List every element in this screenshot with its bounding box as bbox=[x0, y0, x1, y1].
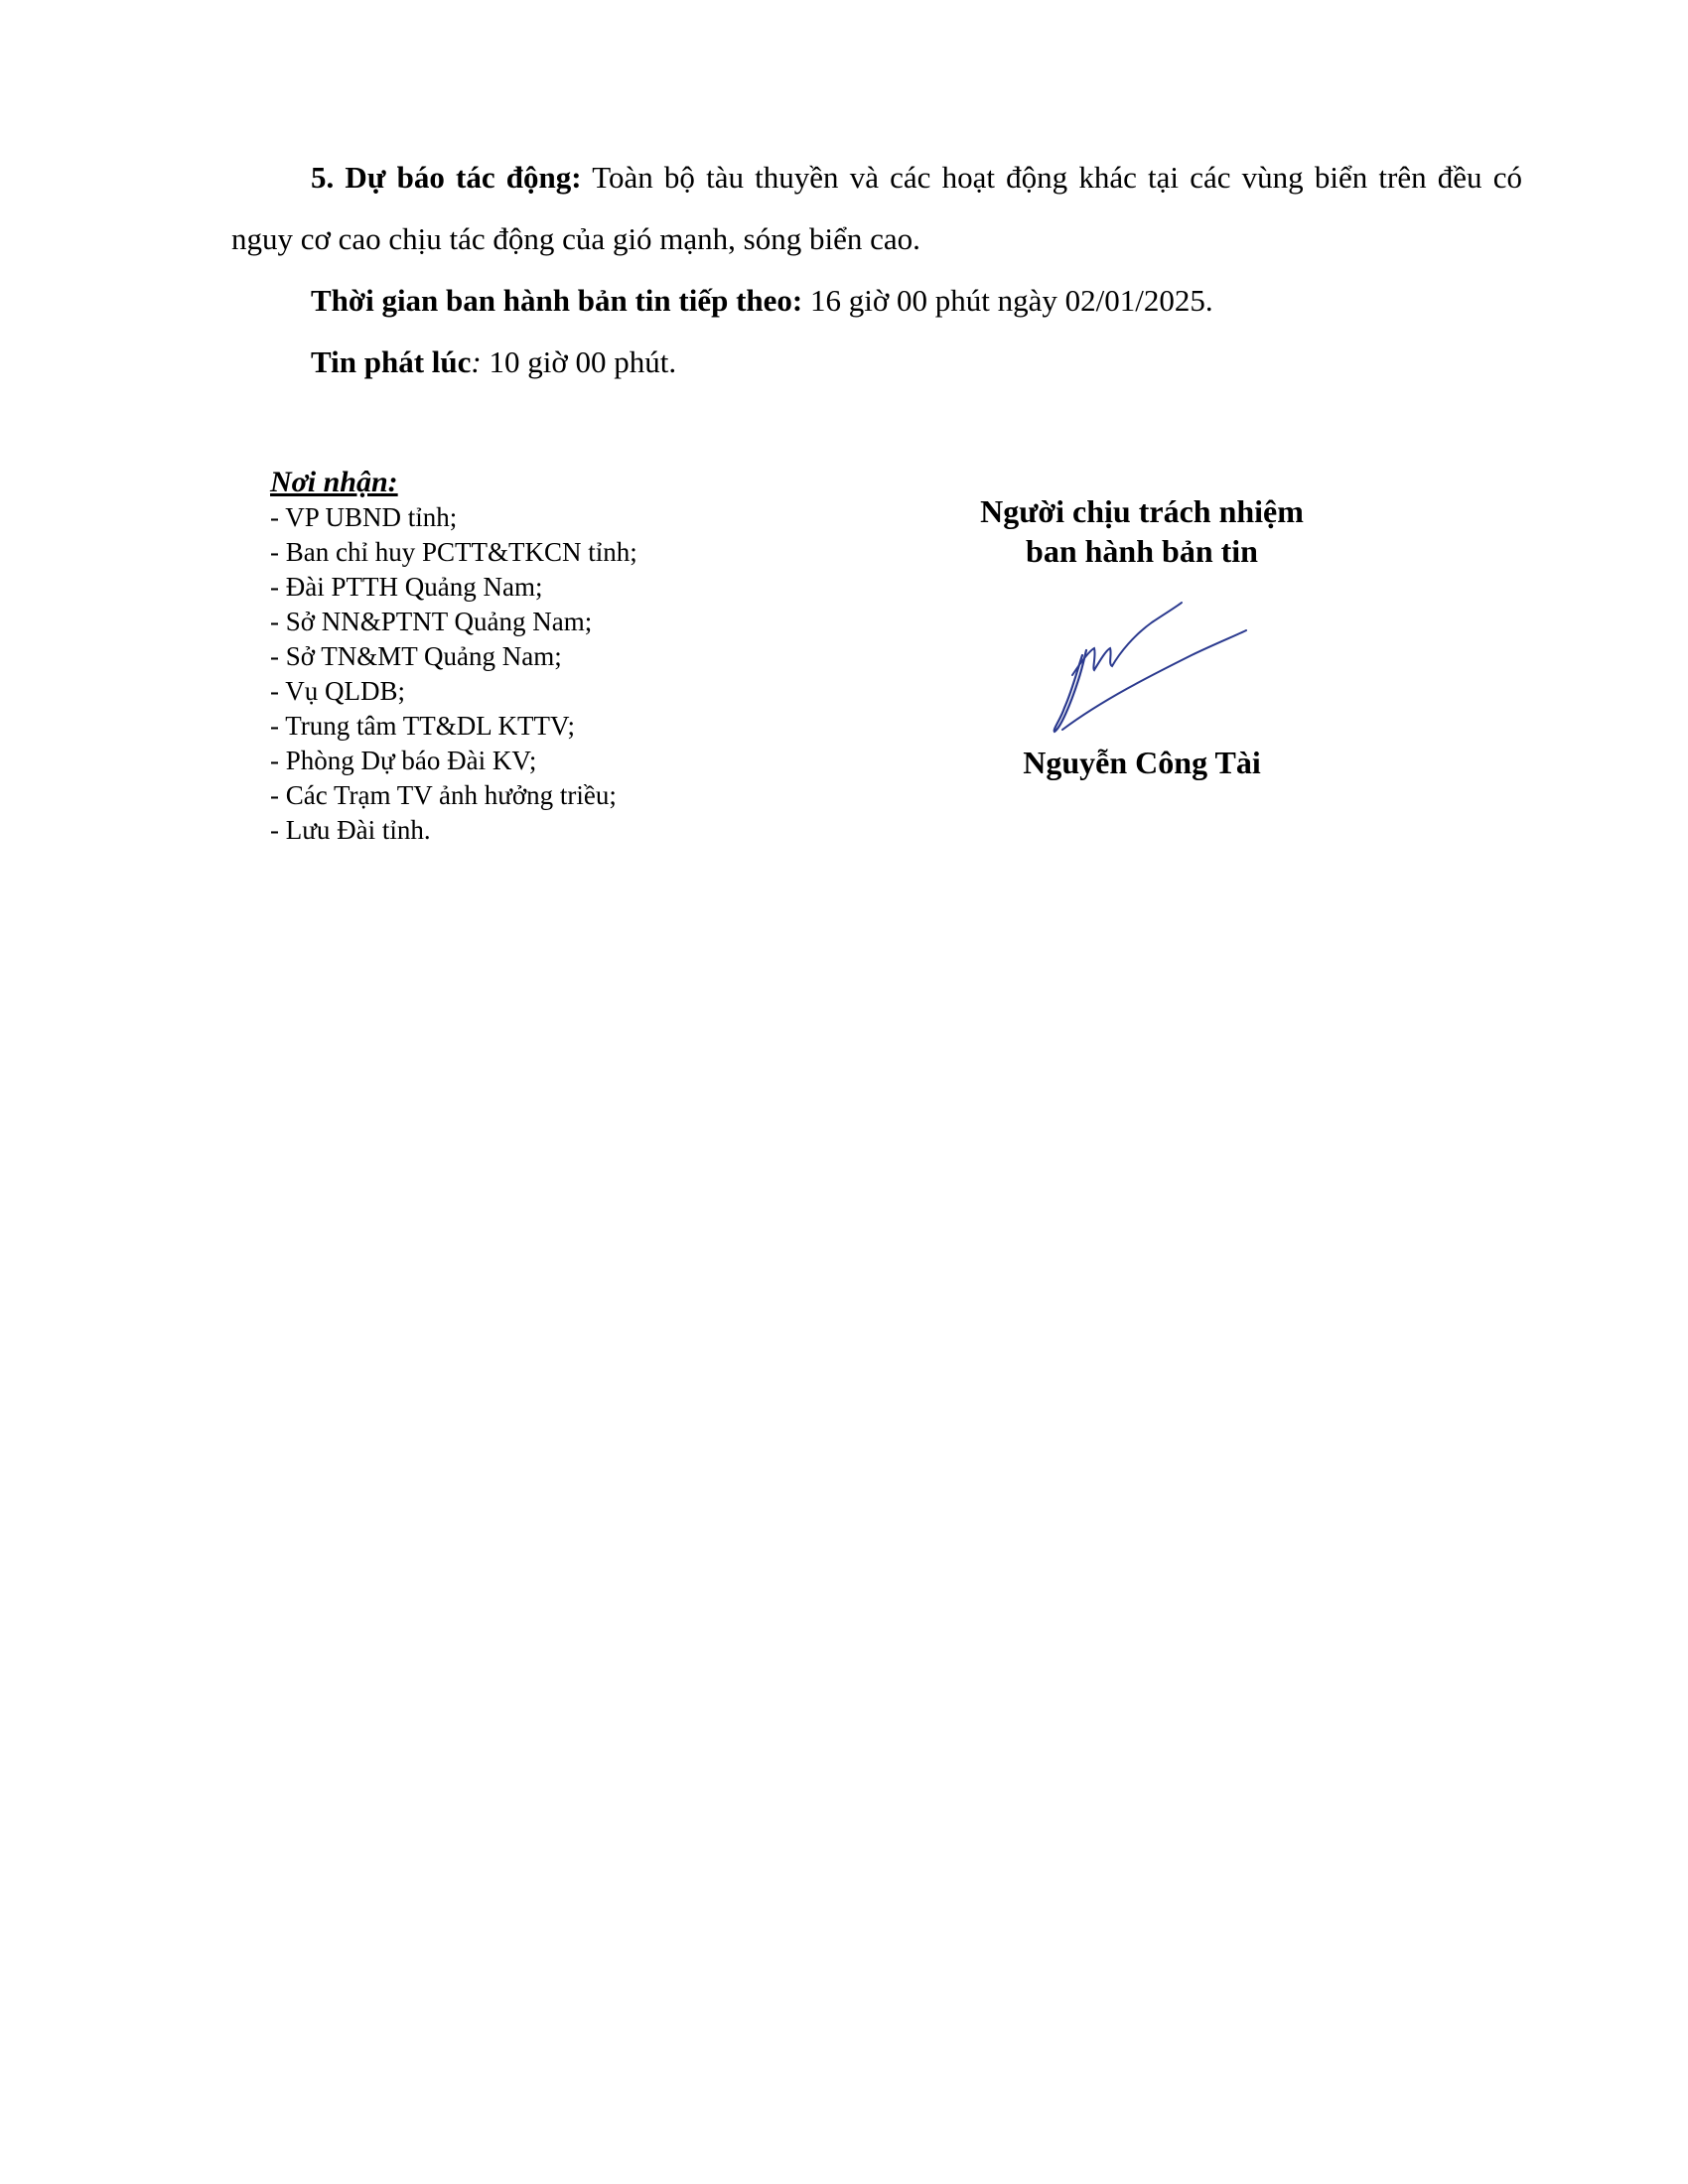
recipients-block bbox=[270, 465, 786, 848]
recipient-item: - Trung tâm TT&DL KTTV; bbox=[270, 711, 575, 741]
issued-at-line bbox=[311, 332, 676, 393]
signature-stroke bbox=[1062, 630, 1246, 730]
signer-role bbox=[894, 491, 1390, 571]
recipient-item: - Phòng Dự báo Đài KV; bbox=[270, 746, 537, 775]
issued-at-value: 10 giờ 00 phút. bbox=[489, 344, 677, 379]
recipient-item: - Sở TN&MT Quảng Nam; bbox=[270, 641, 562, 671]
recipient-item: - Vụ QLDB; bbox=[270, 676, 406, 706]
impact-heading: 5. Dự báo tác động: bbox=[311, 160, 582, 195]
recipients-list bbox=[270, 500, 786, 848]
recipient-item: - Sở NN&PTNT Quảng Nam; bbox=[270, 607, 593, 636]
signature-stroke bbox=[1072, 603, 1182, 675]
signer-role-line1: Người chịu trách nhiệm bbox=[980, 493, 1304, 529]
recipient-item: - Các Trạm TV ảnh hưởng triều; bbox=[270, 780, 617, 810]
recipient-item: - Lưu Đài tỉnh. bbox=[270, 815, 431, 845]
recipient-item: - Đài PTTH Quảng Nam; bbox=[270, 572, 543, 602]
signer-name: Nguyễn Công Tài bbox=[1023, 745, 1261, 780]
impact-paragraph bbox=[231, 147, 1522, 270]
recipients-title: Nơi nhận: bbox=[270, 466, 398, 498]
signer-role-line2: ban hành bản tin bbox=[1026, 533, 1258, 569]
next-bulletin-label: Thời gian ban hành bản tin tiếp theo: bbox=[311, 283, 803, 318]
issued-at-colon: : bbox=[471, 344, 482, 379]
impact-text: Toàn bộ tàu thuyền và các hoạt động khác tại các vùng biển trên đều có nguy cơ cao chịu tác động của gió mạnh, sóng biển cao. bbox=[231, 160, 1522, 256]
recipient-item: - Ban chỉ huy PCTT&TKCN tỉnh; bbox=[270, 537, 637, 567]
next-bulletin-value: 16 giờ 00 phút ngày 02/01/2025. bbox=[810, 283, 1213, 318]
next-bulletin-line bbox=[311, 270, 1213, 332]
recipient-item: - VP UBND tỉnh; bbox=[270, 502, 458, 532]
signature-image bbox=[1043, 581, 1261, 740]
issued-at-label: Tin phát lúc bbox=[311, 344, 472, 379]
